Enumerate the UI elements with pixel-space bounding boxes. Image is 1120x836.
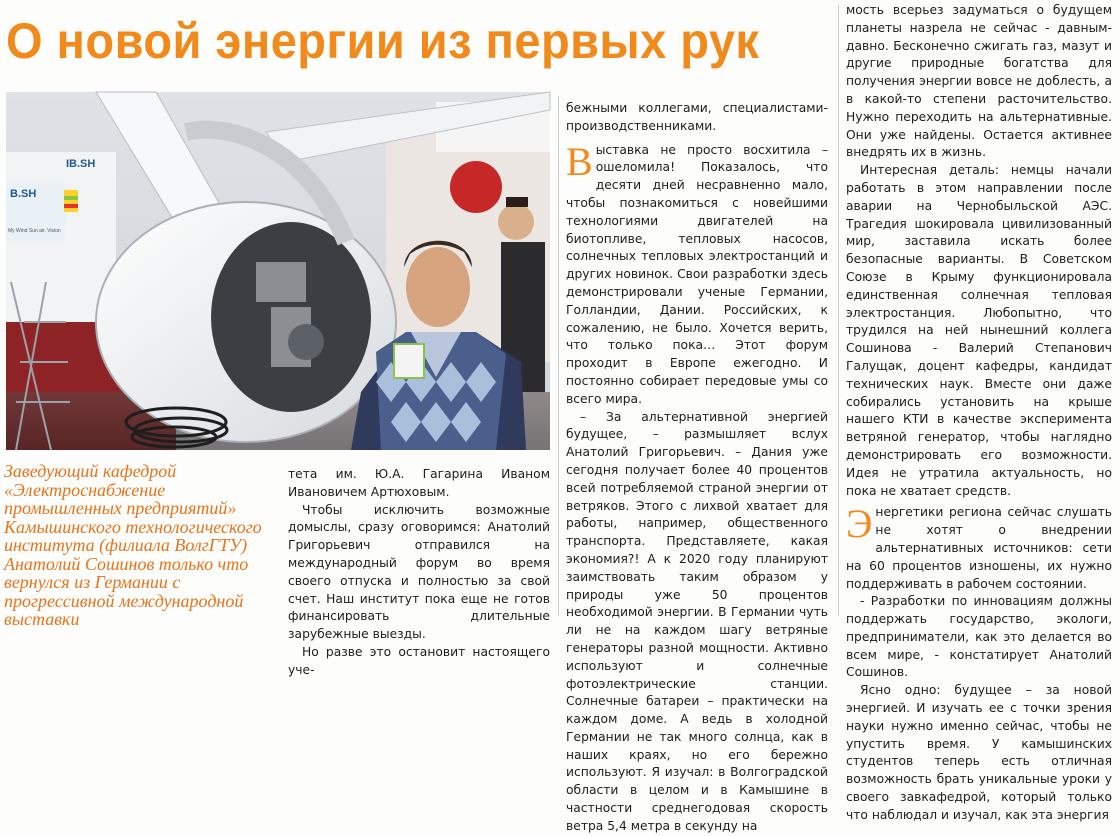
text-column-bottom-left bbox=[288, 466, 550, 677]
paragraph: – За альтернативной энергией будущее, – размышляет вслух Анатолий Григорьевич. – Дания уже сегодня получает более 40 процентов всей потребляемой страной энергии от ветряков. Этого с лихвой хватает для работы, например, общественного транспорта. Представляете, какая экономия?! А к 2020 году планируют заимствовать таким образом у природы уже 50 процентов необходимой энергии. В Германии чуть ли не на каждом шагу ветряные генераторы разной мощности. Активно используют и солнечные фотоэлектрические станции. Солнечные батареи – практически на каждом доме. А ведь в холодной Германии не так много солнца, как в наших краях, но его бережно используют. Я изучал: в Волгоградской области в целом и в Камышине в частности среднегодовая скорость ветра 5,4 метра в секунду на bbox=[566, 409, 828, 833]
paragraph: Чтобы исключить возможные домыслы, сразу оговоримся: Анатолий Григорьевич отправился на международный форум во время своего отпуска и полностью за свой счет. Наш институт пока еще не готов финансировать длительные зарубежные выезды. bbox=[288, 502, 550, 642]
paragraph-with-dropcap bbox=[846, 501, 1112, 593]
booth-small-text: My Wind Sun air. Vision bbox=[8, 228, 61, 234]
photo-illustration bbox=[6, 92, 550, 450]
photo-caption: Заведующий кафедрой «Электроснабжение промышленных предприятий» Камышинского технологического института (филиала ВолгГТУ) Анатолий Сошинов только что вернулся из Германии с прогрессивной международной выставки bbox=[4, 461, 262, 629]
paragraph-text: ыставка не просто восхитила – ошеломила! Показалось, что десяти дней несравненно мало, чтобы познакомиться с новейшими технологиями двигателей на биотопливе, тепловых насосов, солнечных тепловых электростанций и других новинок. Свои разработки здесь демонстрировали ученые Германии, Голландии, Дании. Российских, к сожалению, не было. Хочется верить, что только пока… Этот форум проходит в Европе ежегодно. И постоянно собирает передовые умы со всего мира. bbox=[566, 142, 828, 406]
text-column-right bbox=[846, 2, 1112, 822]
text-column-middle bbox=[566, 100, 828, 833]
paragraph-with-dropcap bbox=[566, 138, 828, 409]
paragraph: Но разве это остановит настоящего уче- bbox=[288, 644, 550, 677]
paragraph: мость всерьез задуматься о будущем планеты назрела не сейчас - давным-давно. Бесконечно сжигать газ, мазут и другие природные богатства для получения энергии вовсе не доблесть, а в какой-то степени расточительство. Нужно переходить на альтернативные. Они уже найдены. Остается активнее внедрять их в жизнь. bbox=[846, 3, 1112, 160]
article-headline: О новой энергии из первых рук bbox=[6, 13, 760, 69]
booth-sign-left-2: IB.SH bbox=[66, 158, 96, 170]
paragraph-text: нергетики региона сейчас слушать не хотят о внедрении альтернативных источников: сети на 60 процентов изношены, их нужно поддерживать в рабочем состоянии. bbox=[846, 505, 1112, 591]
article-photo bbox=[6, 92, 550, 450]
drop-cap: Э bbox=[846, 501, 873, 547]
column-divider bbox=[558, 96, 559, 616]
booth-sign-left: B.SH bbox=[10, 188, 37, 200]
paragraph: тета им. Ю.А. Гагарина Иваном Ивановичем Артюховым. bbox=[288, 467, 550, 499]
column-divider bbox=[838, 4, 839, 616]
drop-cap: В bbox=[566, 138, 593, 184]
paragraph: бежными коллегами, специалистами-производственниками. bbox=[566, 101, 828, 133]
paragraph: - Разработки по инновациям должны поддержать государство, экологи, предприниматели, как это делается во всем мире, - констатирует Анатолий Сошинов. bbox=[846, 594, 1112, 680]
paragraph: Ясно одно: будущее – за новой энергией. И изучать ее с точки зрения науки нужно именно сейчас, чтобы не упустить время. У камышинских студентов теперь есть отличная возможность брать уникальные уроки у своего завкафедрой, который только что наблюдал и изучал, как эта энергия bbox=[846, 683, 1112, 822]
paragraph: Интересная деталь: немцы начали работать в этом направлении после аварии на Чернобыльской АЭС. Трагедия шокировала цивилизованный мир, заставила искать более безопасные варианты. В Советском Союзе в Крыму функционировала единственная солнечная тепловая электростанция. Любопытно, что трудился на ней нынешний коллега Сошинова - Валерий Степанович Галущак, доцент кафедры, кандидат технических наук. Вместе они даже собирались установить на крыше нашего КТИ в качестве эксперимента ветряной генератор, чтобы наглядно демонстрировать его возможности. Идея не утратила актуальность, но пока не хватает средств. bbox=[846, 163, 1112, 498]
